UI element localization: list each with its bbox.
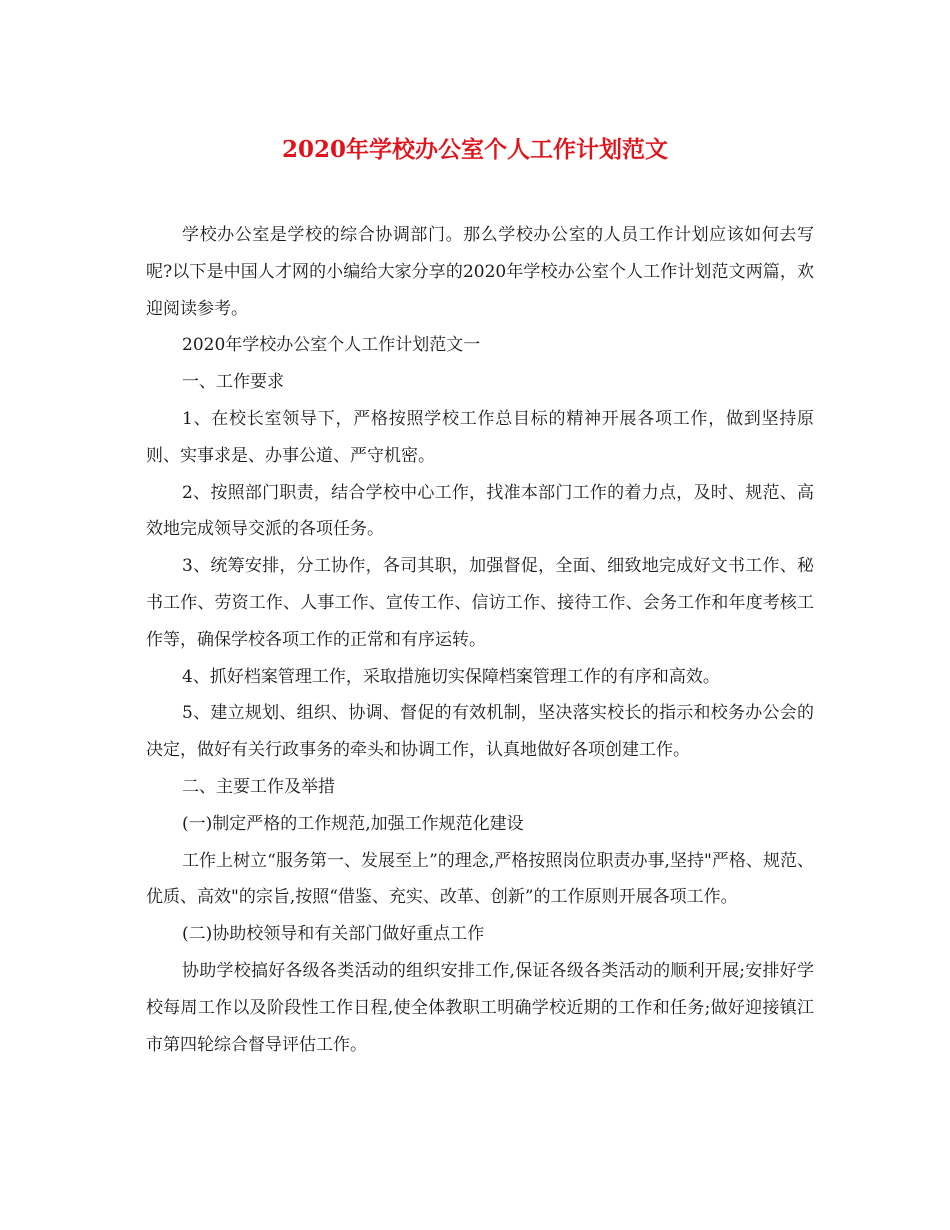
- subsection-paragraph-2: 协助学校搞好各级各类活动的组织安排工作,保证各级各类活动的顺利开展;安排好学校每周工作以及阶段性工作日程,使全体教职工明确学校近期的工作和任务;做好迎接镇江市第四轮综合督导评估工作。: [146, 960, 814, 1055]
- requirement-item-5: 5、建立规划、组织、协调、督促的有效机制，坚决落实校长的指示和校务办公会的决定，做好有关行政事务的牵头和协调工作，认真地做好各项创建工作。: [146, 703, 814, 761]
- subsection-heading-2: (二)协助校领导和有关部门做好重点工作: [182, 924, 485, 945]
- section-heading-main-work: 二、主要工作及举措: [182, 776, 335, 797]
- document-body: [146, 217, 814, 1063]
- requirement-item-1: 1、在校长室领导下，严格按照学校工作总目标的精神开展各项工作，做到坚持原则、实事求是、办事公道、严守机密。: [146, 408, 814, 466]
- requirement-item-3: 3、统筹安排，分工协作，各司其职，加强督促，全面、细致地完成好文书工作、秘书工作、劳资工作、人事工作、宣传工作、信访工作、接待工作、会务工作和年度考核工作等，确保学校各项工作的正常和有序运转。: [146, 556, 814, 650]
- requirement-item-2: 2、按照部门职责，结合学校中心工作，找准本部门工作的着力点，及时、规范、高效地完成领导交派的各项任务。: [146, 482, 814, 540]
- intro-paragraph: 学校办公室是学校的综合协调部门。那么学校办公室的人员工作计划应该如何去写呢?以下是中国人才网的小编给大家分享的2020年学校办公室个人工作计划范文两篇，欢迎阅读参考。: [146, 225, 814, 319]
- section-heading-article-one: 2020年学校办公室个人工作计划范文一: [182, 335, 481, 356]
- subsection-heading-1: (一)制定严格的工作规范,加强工作规范化建设: [182, 813, 524, 834]
- subsection-paragraph-1: 工作上树立“服务第一、发展至上”的理念,严格按照岗位职责办事,坚持"严格、规范、优质、高效"的宗旨,按照“借鉴、充实、改革、创新”的工作原则开展各项工作。: [146, 850, 814, 908]
- requirement-item-4: 4、抓好档案管理工作，采取措施切实保障档案管理工作的有序和高效。: [182, 666, 720, 687]
- page-title: 2020年学校办公室个人工作计划范文: [281, 136, 668, 163]
- section-heading-work-requirements: 一、工作要求: [182, 372, 284, 393]
